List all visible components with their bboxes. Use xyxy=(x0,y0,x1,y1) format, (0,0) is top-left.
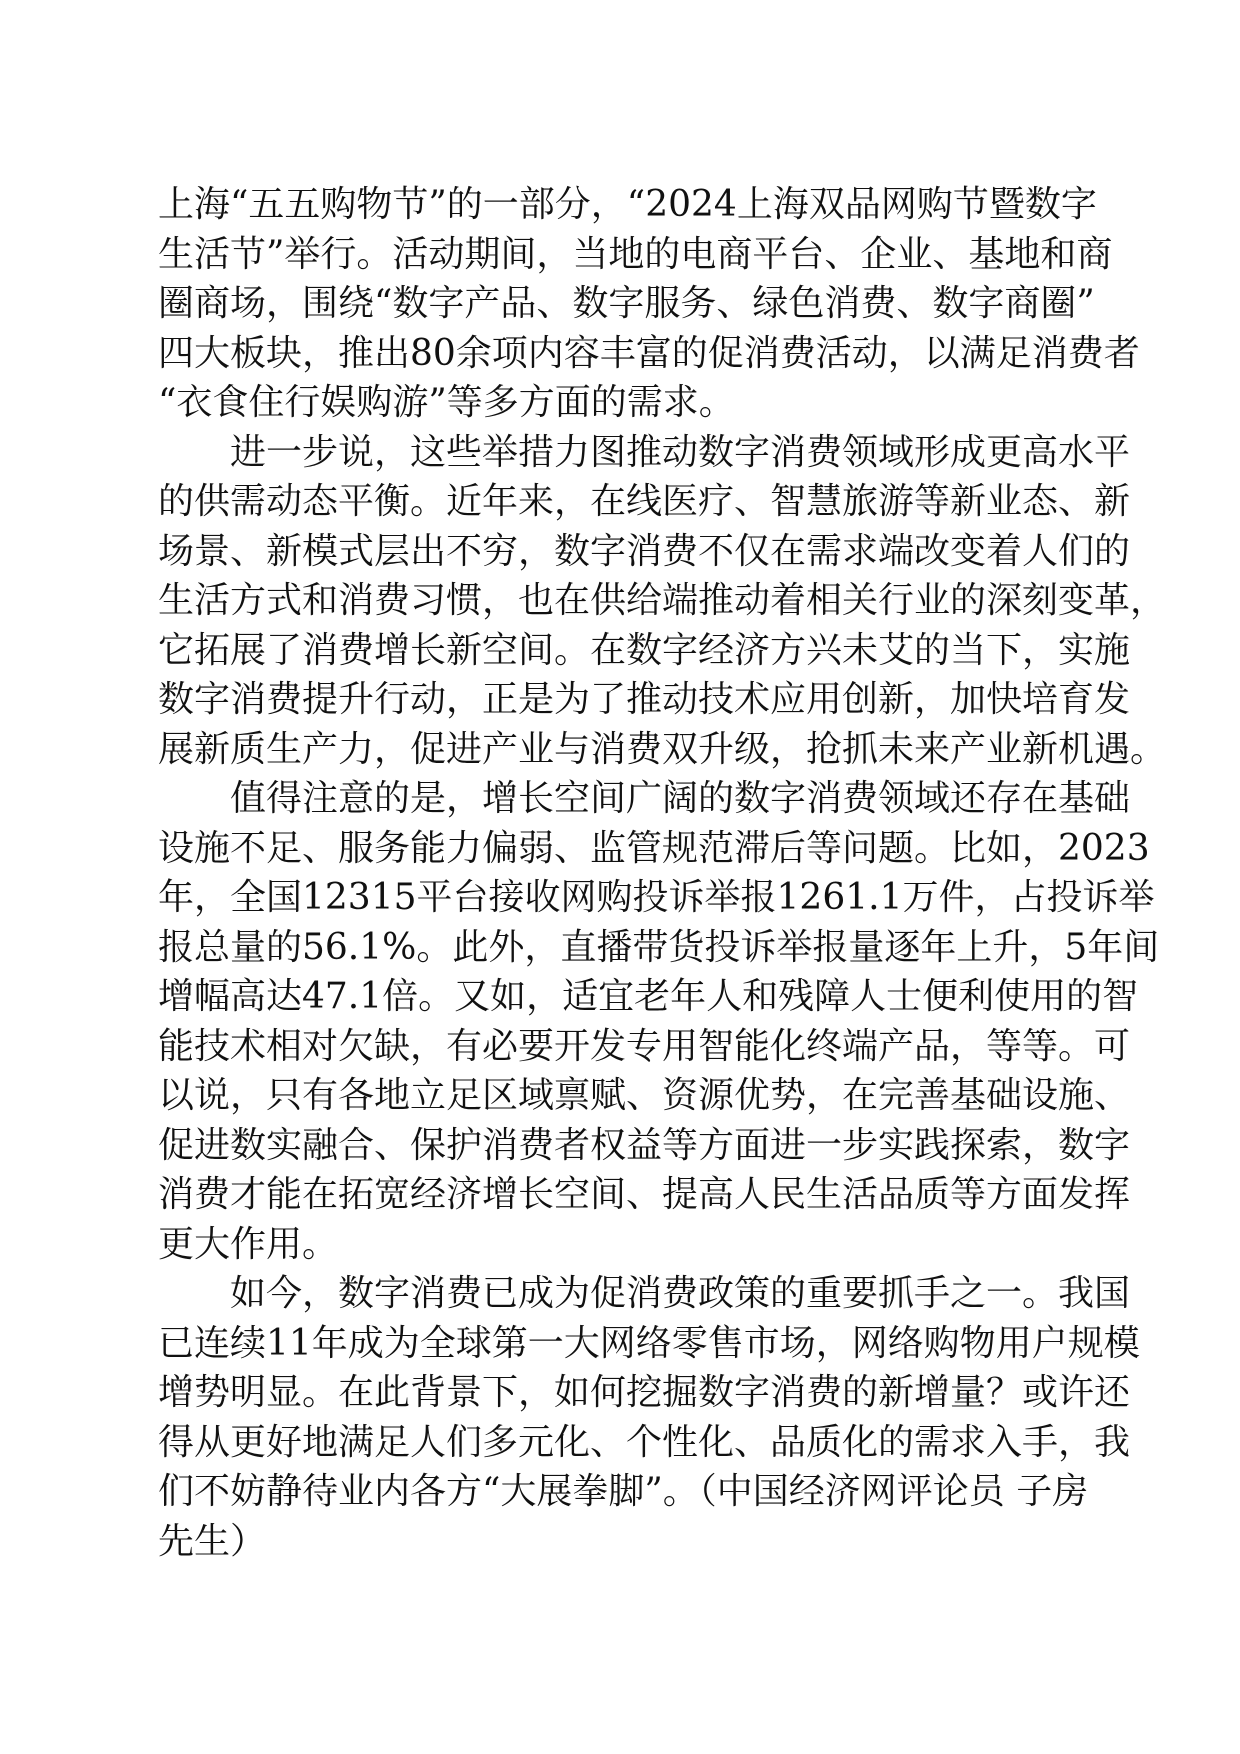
paragraph-2 xyxy=(158,428,1167,775)
text-line: 生活方式和消费习惯，也在供给端推动着相关行业的深刻变革， xyxy=(158,580,1167,621)
text-line: 上海“五五购物节”的一部分，“2024上海双品网购节暨数字 xyxy=(158,184,1097,225)
text-line: 增幅高达47.1倍。又如，适宜老年人和残障人士便利使用的智 xyxy=(158,976,1139,1017)
text-line: 值得注意的是，增长空间广阔的数字消费领域还存在基础 xyxy=(230,778,1131,819)
text-line: 如今，数字消费已成为促消费政策的重要抓手之一。我国 xyxy=(230,1273,1131,1314)
text-line: 以说，只有各地立足区域禀赋、资源优势，在完善基础设施、 xyxy=(158,1075,1131,1116)
text-line: 们不妨静待业内各方“大展拳脚”。（中国经济网评论员 子房 xyxy=(158,1471,1089,1512)
text-line: 数字消费提升行动，正是为了推动技术应用创新，加快培育发 xyxy=(158,679,1131,720)
text-line: 消费才能在拓宽经济增长空间、提高人民生活品质等方面发挥 xyxy=(158,1174,1131,1215)
paragraph-4 xyxy=(158,1269,1140,1566)
paragraph-3 xyxy=(158,774,1160,1269)
paragraph-1 xyxy=(158,180,1140,428)
text-line: “衣食住行娱购游”等多方面的需求。 xyxy=(158,382,735,423)
text-line: 生活节”举行。活动期间，当地的电商平台、企业、基地和商 xyxy=(158,233,1113,275)
text-line: 更大作用。 xyxy=(158,1223,339,1265)
article-body xyxy=(158,180,1167,1566)
text-line: 圈商场，围绕“数字产品、数字服务、绿色消费、数字商圈” xyxy=(158,283,1095,324)
text-line: 四大板块，推出80余项内容丰富的促消费活动，以满足消费者 xyxy=(158,332,1140,374)
text-line: 年，全国12315平台接收网购投诉举报1261.1万件，占投诉举 xyxy=(158,877,1155,918)
text-line: 已连续11年成为全球第一大网络零售市场，网络购物用户规模 xyxy=(158,1322,1140,1364)
text-line: 它拓展了消费增长新空间。在数字经济方兴未艾的当下，实施 xyxy=(158,629,1131,671)
text-line: 能技术相对欠缺，有必要开发专用智能化终端产品，等等。可 xyxy=(158,1025,1131,1067)
text-line: 得从更好地满足人们多元化、个性化、品质化的需求入手，我 xyxy=(158,1421,1131,1463)
text-line: 设施不足、服务能力偏弱、监管规范滞后等问题。比如，2023 xyxy=(158,827,1150,869)
text-line: 的供需动态平衡。近年来，在线医疗、智慧旅游等新业态、新 xyxy=(158,481,1131,522)
text-line: 先生） xyxy=(158,1520,267,1562)
text-line: 增势明显。在此背景下，如何挖掘数字消费的新增量？或许还 xyxy=(158,1372,1131,1413)
text-line: 促进数实融合、保护消费者权益等方面进一步实践探索，数字 xyxy=(158,1124,1131,1166)
text-line: 报总量的56.1%。此外，直播带货投诉举报量逐年上升，5年间 xyxy=(158,926,1160,968)
text-line: 场景、新模式层出不穷，数字消费不仅在需求端改变着人们的 xyxy=(158,530,1131,572)
text-line: 展新质生产力，促进产业与消费双升级，抢抓未来产业新机遇。 xyxy=(158,728,1167,770)
text-line: 进一步说，这些举措力图推动数字消费领域形成更高水平 xyxy=(230,431,1131,473)
